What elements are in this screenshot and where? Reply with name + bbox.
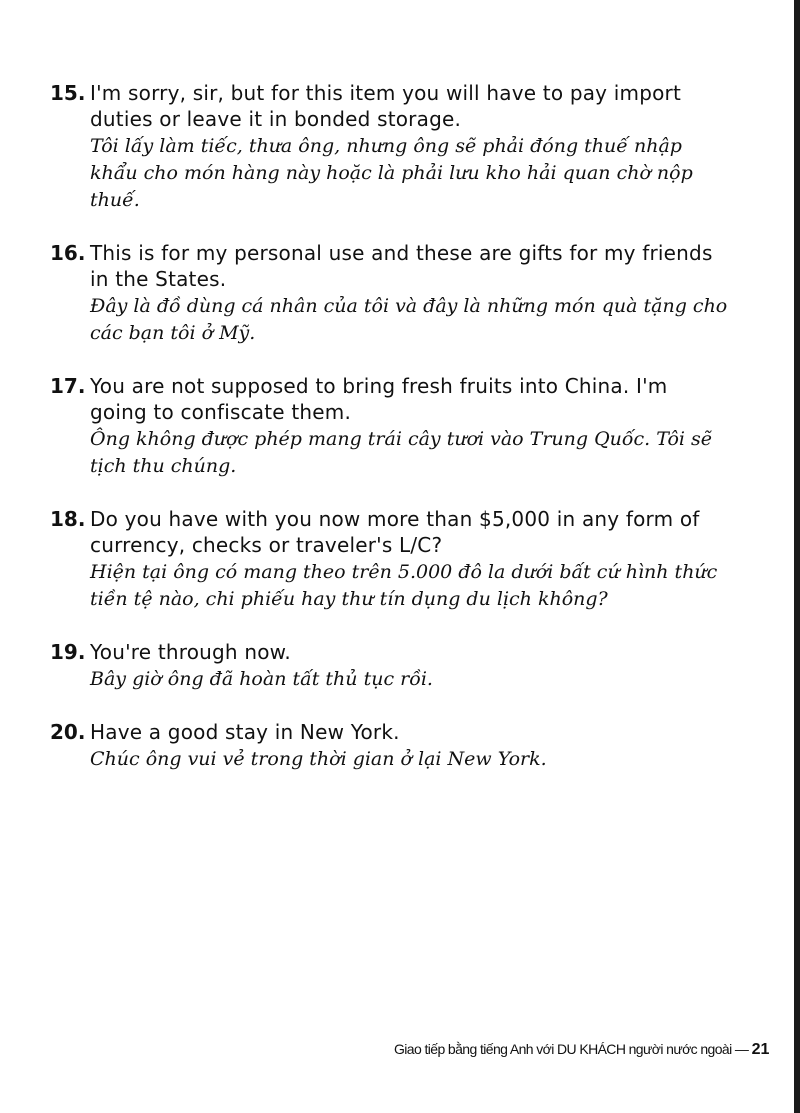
english-sentence: This is for my personal use and these are gifts for my friends in the States. xyxy=(90,241,713,291)
english-sentence: You're through now. xyxy=(90,640,291,664)
phrase-item-17 xyxy=(50,373,730,480)
item-number: 15. xyxy=(50,81,86,105)
item-number: 18. xyxy=(50,507,86,531)
vietnamese-translation: Bây giờ ông đã hoàn tất thủ tục rồi. xyxy=(90,668,433,690)
vietnamese-translation: Hiện tại ông có mang theo trên 5.000 đô la dưới bất cứ hình thức tiền tệ nào, chi phiếu hay thư tín dụng du lịch không? xyxy=(90,561,718,610)
item-number: 20. xyxy=(50,720,86,744)
item-text xyxy=(90,80,730,214)
item-text xyxy=(90,719,730,773)
phrase-item-19 xyxy=(50,639,730,693)
phrase-list xyxy=(50,80,730,799)
vietnamese-translation: Tôi lấy làm tiếc, thưa ông, nhưng ông sẽ phải đóng thuế nhập khẩu cho món hàng này hoặc là phải lưu kho hải quan chờ nộp thuế. xyxy=(90,135,693,211)
english-sentence: I'm sorry, sir, but for this item you will have to pay import duties or leave it in bonded storage. xyxy=(90,81,682,131)
english-sentence: You are not supposed to bring fresh fruits into China. I'm going to confiscate them. xyxy=(90,374,668,424)
item-text xyxy=(90,639,730,693)
item-number: 17. xyxy=(50,374,86,398)
phrase-item-18 xyxy=(50,506,730,613)
item-number: 16. xyxy=(50,241,86,265)
english-sentence: Have a good stay in New York. xyxy=(90,720,400,744)
item-text xyxy=(90,506,730,613)
phrase-item-15 xyxy=(50,80,730,214)
vietnamese-translation: Chúc ông vui vẻ trong thời gian ở lại New York. xyxy=(90,748,547,770)
footer-book-title: Giao tiếp bằng tiếng Anh với DU KHÁCH người nước ngoài — xyxy=(394,1041,749,1057)
english-sentence: Do you have with you now more than $5,000 in any form of currency, checks or traveler's L/C? xyxy=(90,507,700,557)
item-text xyxy=(90,373,730,480)
item-text xyxy=(90,240,730,347)
item-number: 19. xyxy=(50,640,86,664)
phrase-item-16 xyxy=(50,240,730,347)
vietnamese-translation: Ông không được phép mang trái cây tươi vào Trung Quốc. Tôi sẽ tịch thu chúng. xyxy=(90,428,712,477)
vietnamese-translation: Đây là đồ dùng cá nhân của tôi và đây là những món quà tặng cho các bạn tôi ở Mỹ. xyxy=(90,295,728,344)
page-footer xyxy=(394,1041,769,1059)
phrase-item-20 xyxy=(50,719,730,773)
page-edge-shadow xyxy=(794,0,800,1113)
page-number: 21 xyxy=(751,1041,770,1058)
